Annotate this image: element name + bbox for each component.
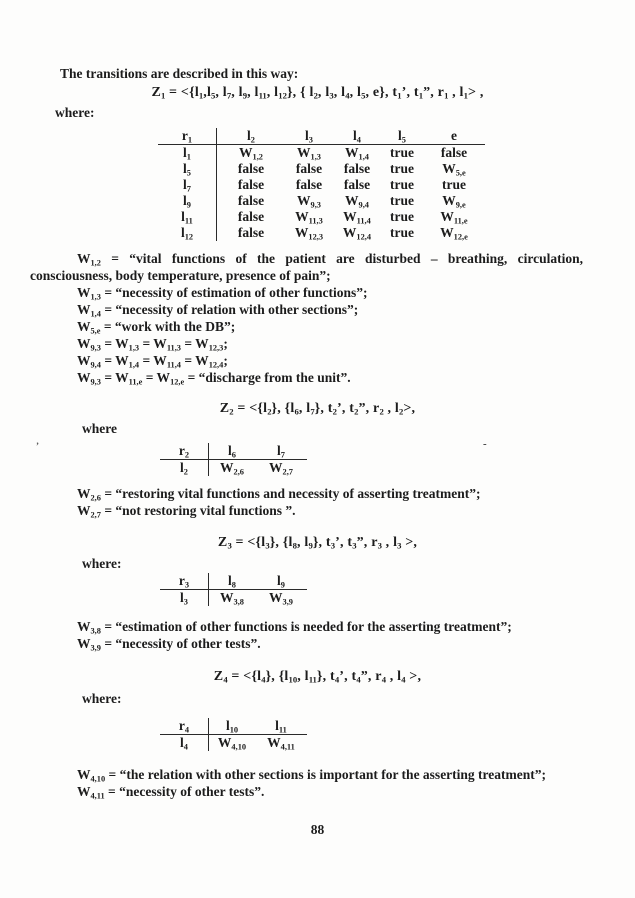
table-cell: false — [237, 209, 265, 224]
definition-line: $W_{3,9}$ = “necessity of other tests”. — [77, 636, 261, 653]
table-row — [158, 177, 485, 193]
table-header-cell: $l_8$ — [209, 573, 256, 590]
table-cell: $W_{2,7}$ — [269, 460, 293, 477]
table-header-cell: $l_3$ — [285, 128, 333, 145]
scan-artifact-dash: - — [483, 438, 487, 450]
definition-line: $W_{2,6}$ = “restoring vital functions and necessity of asserting treatment”; — [77, 486, 481, 503]
table-cell: $l_{12}$ — [158, 225, 217, 241]
table-cell: $W_{4,11}$ — [267, 735, 295, 752]
table-cell: $l_2$ — [160, 460, 209, 477]
table-row — [160, 460, 307, 477]
table-cell: false — [295, 161, 323, 176]
table-cell: true — [390, 209, 414, 224]
table-row — [158, 145, 485, 162]
table-header-cell: $l_4$ — [333, 128, 381, 145]
table-cell: $W_{1,4}$ — [345, 145, 369, 162]
table-row — [158, 209, 485, 225]
where-label-2: where — [82, 421, 117, 436]
table-cell: true — [390, 177, 414, 192]
table-header-row — [160, 443, 307, 460]
table-header-cell: $l_5$ — [381, 128, 423, 145]
table-row — [158, 225, 485, 241]
definition-line: $W_{9,3} = W_{1,3} = W_{11,3} = W_{12,3}$; — [77, 336, 228, 353]
definition-line: $W_{9,3} = W_{11,e} = W_{12,e}$ = “discharge from the unit”. — [77, 370, 351, 387]
table-cell: $W_{3,9}$ — [269, 590, 293, 607]
table-header-cell: e — [423, 128, 485, 145]
table-cell: $l_4$ — [160, 735, 209, 752]
table-cell: $l_{11}$ — [158, 209, 217, 225]
table-header-cell: $l_6$ — [209, 443, 256, 460]
definition-line: $W_{4,10}$ = “the relation with other sections is important for the asserting treatment”; — [77, 767, 547, 784]
equation-z4: $Z_4 = <\{l_4\}$, {$l_{10}$, $l_{11}$}, $t_4$’, $t_4$”, $r_4$ , $l_4$ >, — [213, 669, 422, 685]
table-cell: true — [390, 161, 414, 176]
table-cell: $W_{2,6}$ — [220, 460, 244, 477]
table-header-row — [160, 718, 307, 735]
table-header-cell: $l_{10}$ — [209, 718, 256, 735]
definition-line: $W_{1,4}$ = “necessity of relation with other sections”; — [77, 302, 359, 319]
table-cell: false — [440, 145, 468, 160]
table-cell: $l_5$ — [158, 161, 217, 177]
definition-line: $W_{5,e}$ = “work with the DB”; — [77, 319, 236, 336]
table-cell: $W_{1,2}$ — [239, 145, 263, 162]
table-cell: true — [390, 145, 414, 160]
table-cell: $W_{11,4}$ — [343, 209, 371, 226]
table-cell: false — [237, 161, 265, 176]
where-label-3: where: — [82, 556, 122, 571]
table-cell: $W_{11,e}$ — [440, 209, 468, 226]
table-cell: $W_{12,e}$ — [440, 225, 468, 242]
definitions-block-1 — [0, 250, 635, 386]
table-header-cell: $r_1$ — [158, 128, 217, 145]
table-header-cell: $r_2$ — [160, 443, 209, 460]
intro-text: The transitions are described in this way: — [60, 66, 299, 81]
definition-line: $W_{1,3}$ = “necessity of estimation of other functions”; — [77, 285, 368, 302]
where-label-1: where: — [55, 105, 95, 120]
table-cell: false — [343, 161, 371, 176]
definitions-block-2 — [0, 485, 635, 519]
table-cell: $W_{12,4}$ — [342, 225, 372, 242]
table-cell: true — [390, 225, 414, 240]
table-cell: true — [442, 177, 466, 192]
table-cell: true — [390, 193, 414, 208]
table-cell: $W_{5,e}$ — [442, 161, 466, 178]
page-number: 88 — [310, 822, 325, 837]
table-header-cell: $l_2$ — [217, 128, 286, 145]
table-cell: $W_{9,4}$ — [345, 193, 369, 210]
table-cell: $W_{9,3}$ — [297, 193, 321, 210]
table-cell: false — [237, 177, 265, 192]
table-cell: false — [343, 177, 371, 192]
table-header-row — [158, 128, 485, 145]
transition-table-z2 — [160, 443, 307, 476]
table-header-cell: $l_7$ — [255, 443, 307, 460]
table-cell: $l_9$ — [158, 193, 217, 209]
definition-line: $W_{1,2}$ = “vital functions of the patient are disturbed – breathing, circulation, consciousness, body temperature, presence of pain”; — [30, 251, 583, 283]
table-header-row — [160, 573, 307, 590]
table-cell: $l_1$ — [158, 145, 217, 162]
transition-table-z3 — [160, 573, 307, 606]
table-header-cell: $r_3$ — [160, 573, 209, 590]
scan-artifact-speck: ’ — [36, 441, 39, 451]
table-cell: $l_7$ — [158, 177, 217, 193]
table-header-cell: $r_4$ — [160, 718, 209, 735]
table-cell: false — [295, 177, 323, 192]
equation-z2: $Z_2 = <\{l_2\}$, {$l_6$, $l_7$}, $t_2$’, $t_2$”, $r_2$ , $l_2>$, — [219, 401, 416, 417]
table-row — [160, 590, 307, 607]
table-cell: $W_{12,3}$ — [294, 225, 324, 242]
table-cell: false — [237, 225, 265, 240]
table-cell: $W_{11,3}$ — [295, 209, 323, 226]
table-header-cell: $l_9$ — [255, 573, 307, 590]
definition-line: $W_{2,7}$ = “not restoring vital functions ”. — [77, 503, 296, 520]
definition-line: $W_{9,4} = W_{1,4} = W_{11,4} = W_{12,4}$; — [77, 353, 228, 370]
where-label-4: where: — [82, 691, 122, 706]
table-row — [158, 161, 485, 177]
equation-z1: $Z_1 = <\{l_1,l_5$, $l_7$, $l_9$, $l_{11}$, $l_{12}$}, { $l_2$, $l_3$, $l_4$, $l_5$, e}, $t_1$’, $t_1$”, $r_1$ , $l_1>$ , — [151, 85, 484, 101]
definition-line: $W_{3,8}$ = “estimation of other functions is needed for the asserting treatment”; — [77, 619, 512, 636]
definition-line: $W_{4,11}$ = “necessity of other tests”. — [77, 784, 265, 801]
table-cell: $W_{1,3}$ — [297, 145, 321, 162]
transition-table-z4 — [160, 718, 307, 751]
table-cell: $l_3$ — [160, 590, 209, 607]
table-row — [158, 193, 485, 209]
definitions-block-3 — [0, 618, 635, 652]
table-cell: $W_{3,8}$ — [220, 590, 244, 607]
table-cell: $W_{9,e}$ — [442, 193, 466, 210]
definitions-block-4 — [0, 766, 635, 800]
equation-z3: $Z_3 = <\{l_3\}$, {$l_8$, $l_9$}, $t_3$’, $t_3$”, $r_3$ , $l_3$ >, — [217, 535, 418, 551]
table-cell: false — [237, 193, 265, 208]
table-cell: $W_{4,10}$ — [217, 735, 247, 752]
transition-table-z1 — [158, 128, 485, 241]
table-row — [160, 735, 307, 752]
table-header-cell: $l_{11}$ — [255, 718, 307, 735]
